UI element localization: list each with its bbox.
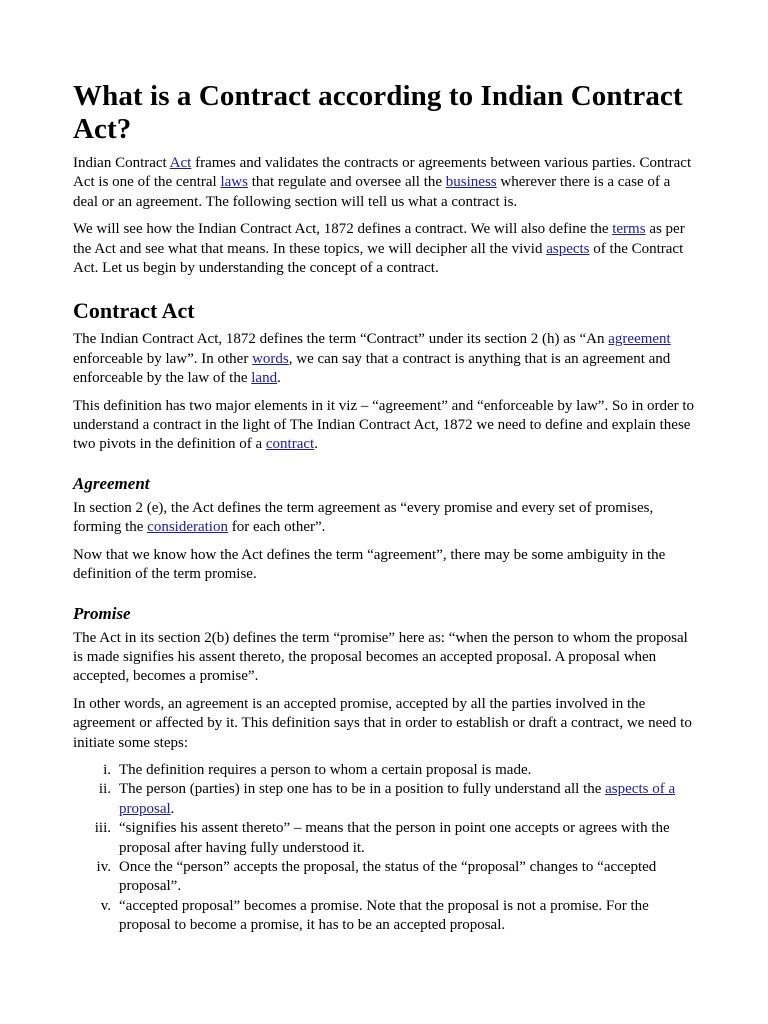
intro-paragraph-2: We will see how the Indian Contract Act, 1872 defines a contract. We will also define the terms as per the Act and see what that means. In these topics, we will decipher all the vivid aspects of the Contract Act. Let us begin by understanding the concept of a contract. xyxy=(73,221,685,277)
section-heading-contract-act: Contract Act xyxy=(73,298,195,324)
link-consideration[interactable]: consideration xyxy=(147,519,228,536)
link-agreement[interactable]: agreement xyxy=(608,331,671,348)
page-title: What is a Contract according to Indian Contract Act? xyxy=(73,80,683,145)
list-item: i. The definition requires a person to whom a certain proposal is made. xyxy=(103,761,532,778)
promise-paragraph-2: In other words, an agreement is an accepted promise, accepted by all the parties involved in the agreement or affected by it. This definition says that in order to establish or draft a contract, we need to initiate some steps: xyxy=(73,695,692,751)
intro-paragraph-1: Indian Contract Act frames and validates the contracts or agreements between various parties. Contract Act is one of the central laws that regulate and oversee all the business wherever there is a case of a deal or an agreement. The following section will tell us what a contract is. xyxy=(73,155,692,210)
steps-list xyxy=(73,761,696,936)
contract-act-paragraph-2: This definition has two major elements in it viz – “agreement” and “enforceable by law”. So in order to understand a contract in the light of The Indian Contract Act, 1872 we need to define and explain these two pivots in the definition of a contract. xyxy=(73,397,695,453)
link-aspects[interactable]: aspects xyxy=(546,240,590,257)
link-business[interactable]: business xyxy=(445,174,497,191)
link-terms[interactable]: terms xyxy=(612,221,646,238)
list-item: iii. “signifies his assent thereto” – means that the person in point one accepts or agrees with the proposal after having fully understood it. xyxy=(94,820,670,856)
promise-paragraph-1: The Act in its section 2(b) defines the term “promise” here as: “when the person to whom the proposal is made signifies his assent thereto, the proposal becomes an accepted proposal. A proposal when accepted, becomes a promise”. xyxy=(73,629,688,685)
link-laws[interactable]: laws xyxy=(220,174,248,191)
section-heading-agreement: Agreement xyxy=(73,473,150,493)
link-contract[interactable]: contract xyxy=(265,436,315,453)
agreement-paragraph-1: In section 2 (e), the Act defines the term agreement as “every promise and every set of promises, forming the consideration for each other”. xyxy=(73,499,654,536)
link-aspects-of-a-proposal[interactable]: aspects of a proposal xyxy=(119,781,676,817)
link-words[interactable]: words xyxy=(252,350,289,367)
list-item: v. “accepted proposal” becomes a promise. Note that the proposal is not a promise. For the proposal to become a promise, it has to be an accepted proposal. xyxy=(100,897,649,934)
section-heading-promise: Promise xyxy=(73,603,131,623)
agreement-paragraph-2: Now that we know how the Act defines the term “agreement”, there may be some ambiguity in the definition of the term promise. xyxy=(73,546,666,583)
link-land[interactable]: land xyxy=(251,370,278,387)
link-act[interactable]: Act xyxy=(169,155,192,171)
list-item: ii. The person (parties) in step one has to be in a position to fully understand all the aspects of a proposal. xyxy=(98,781,676,817)
list-item: iv. Once the “person” accepts the proposal, the status of the “proposal” changes to “accepted proposal”. xyxy=(96,858,657,895)
contract-act-paragraph-1: The Indian Contract Act, 1872 defines the term “Contract” under its section 2 (h) as “An agreement enforceable by law”. In other words, we can say that a contract is anything that is an agreement and enforceable by the law of the land. xyxy=(73,331,671,387)
